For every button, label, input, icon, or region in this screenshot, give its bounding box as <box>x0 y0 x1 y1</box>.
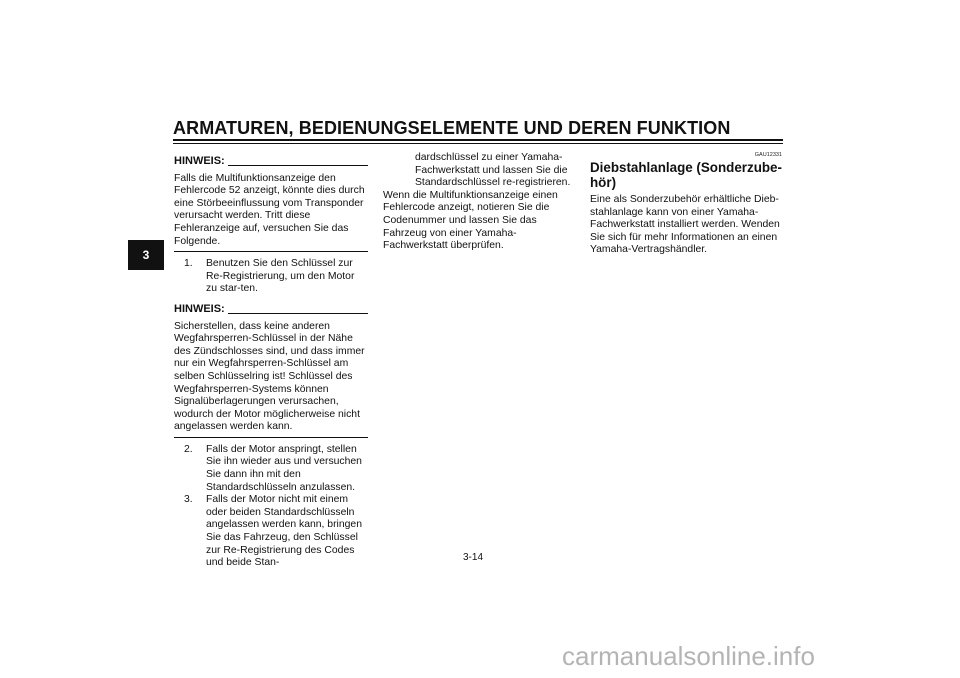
note-end-line <box>174 437 368 438</box>
column-left <box>174 152 368 570</box>
paragraph: Wenn die Multifunktionsanzeige einen Fehlercode anzeigt, notieren Sie die Codenummer und lassen Sie das Fahrzeug von einer Yamaha-Fachwerkstatt überprüfen. <box>383 189 558 252</box>
step-number: 1. <box>184 258 193 270</box>
step-number: 2. <box>184 443 193 455</box>
page-number: 3-14 <box>463 552 484 563</box>
note-heading-line <box>228 165 368 166</box>
section-text: Eine als Sonderzubehör erhältliche Diebstahlanlage kann von einer Yamaha-Fachwerkstatt installiert werden. Wenden Sie sich für mehr Informationen an einen Yamaha-Vertragshändler. <box>590 194 780 256</box>
step-text: Benutzen Sie den Schlüssel zur Re-Registrierung, um den Motor zu star-ten. <box>206 258 355 295</box>
watermark: carmanualsonline.info <box>562 641 815 671</box>
step-item <box>174 444 368 494</box>
note-end-line <box>174 251 368 252</box>
note-label: HINWEIS: <box>174 155 225 167</box>
column-right <box>590 152 782 257</box>
note-text: Falls die Multifunktionsanzeige den Fehlercode 52 anzeigt, könnte dies durch eine Störbeeinflussung vom Transponder verursacht werden. Tritt diese Fehleranzeige auf, versuchen Sie das Folgende. <box>174 172 365 247</box>
step-item <box>174 494 368 570</box>
step-continuation: dardschlüssel zu einer Yamaha-Fachwerkstatt und lassen Sie die Standardschlüssel re-registrieren. <box>415 152 571 189</box>
section-code: GAU12331 <box>754 152 782 158</box>
note-heading-line <box>228 313 368 314</box>
note-label: HINWEIS: <box>174 302 225 315</box>
page-title: ARMATUREN, BEDIENUNGSELEMENTE UND DEREN FUNKTION <box>173 118 731 138</box>
note-text: Sicherstellen, dass keine anderen Wegfahrsperren-Schlüssel in der Nähe des Zündschlosses sind, und dass immer nur ein Wegfahrsperren-Schlüssel am selben Schlüsselring ist! Schlüssel des Wegfahrsperren-Systems können Signalüberlagerungen verursachen, wodurch der Motor möglicherweise nicht angelassen werden kann. <box>174 320 365 433</box>
step-number: 3. <box>184 494 193 506</box>
note-heading <box>174 155 368 168</box>
step-item <box>174 258 368 296</box>
title-rule-thin <box>173 143 783 144</box>
note-heading <box>174 303 368 316</box>
step-text: Falls der Motor anspringt, stellen Sie ihn wieder aus und versuchen Sie dann ihn mit den Standardschlüsseln anzulassen. <box>206 443 362 493</box>
title-rule-thick <box>173 139 783 141</box>
column-middle <box>383 152 577 253</box>
section-title: Diebstahlanlage (Sonderzubehör) <box>590 160 782 190</box>
chapter-tab: 3 <box>128 240 164 270</box>
step-text: Falls der Motor nicht mit einem oder beiden Standardschlüsseln angelassen werden kann, bringen Sie das Fahrzeug, den Schlüssel zur Re-Registrierung des Codes und beide Stan- <box>206 494 362 569</box>
